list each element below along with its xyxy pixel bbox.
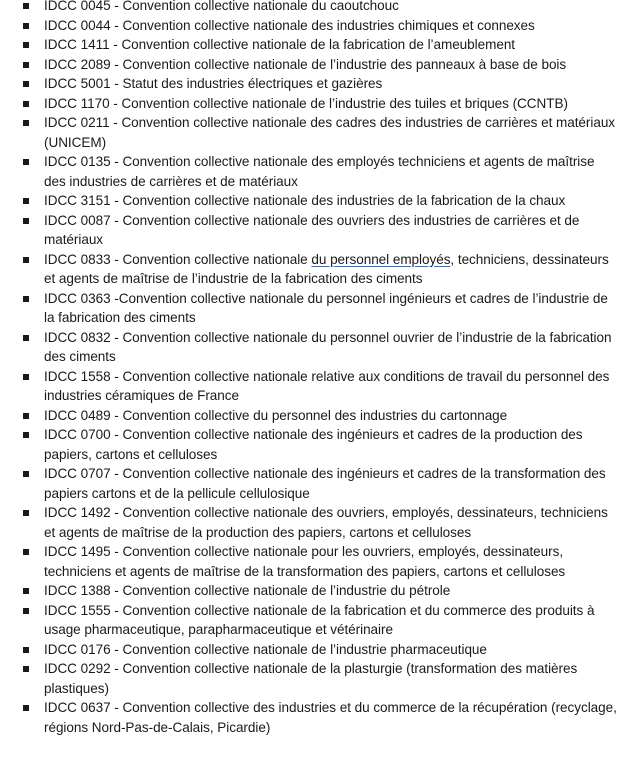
list-item (0, 464, 624, 503)
list-item-text: IDCC 0489 - Convention collective du personnel des industries du cartonnage (44, 407, 508, 423)
list-item-text: IDCC 1555 - Convention collective nationale de la fabrication et du commerce des produits à usage pharmaceutique, parapharmaceutique et vétérinaire (44, 602, 595, 637)
underlined-phrase: du personnel employés (311, 251, 451, 267)
bullet-icon (23, 296, 29, 302)
list-item-text: IDCC 0176 - Convention collective nationale de l’industrie pharmaceutique (44, 641, 487, 657)
bullet-icon (23, 257, 29, 263)
list-item (0, 640, 624, 660)
bullet-icon (23, 159, 29, 165)
list-item-text: IDCC 3151 - Convention collective nationale des industries de la fabrication de la chaux (44, 193, 566, 208)
bullet-icon (23, 62, 29, 68)
list-item-text: IDCC 0363 -Convention collective nationale du personnel ingénieurs et cadres de l’industrie de la fabrication des ciments (44, 290, 608, 325)
list-item (0, 74, 624, 94)
list-item-text: IDCC 0637 - Convention collective des industries et du commerce de la récupération (recyclage, régions Nord-Pas-de-Calais, Picardie) (44, 700, 617, 735)
list-item-text: IDCC 5001 - Statut des industries électriques et gazières (44, 76, 383, 91)
list-item (0, 367, 624, 406)
list-item (0, 152, 624, 191)
list-item (0, 94, 624, 114)
list-item (0, 113, 624, 152)
bullet-icon (23, 471, 29, 477)
list-item-text: IDCC 0707 - Convention collective nationale des ingénieurs et cadres de la transformation des papiers cartons et de la pellicule cellulosique (44, 466, 606, 501)
list-item (0, 250, 624, 289)
bullet-icon (23, 3, 29, 9)
bullet-icon (23, 335, 29, 341)
list-item (0, 191, 624, 211)
bullet-icon (23, 101, 29, 107)
list-item (0, 55, 624, 75)
bullet-icon (23, 647, 29, 653)
list-item-text-suffix: , techniciens, dessinateurs et agents de maîtrise de l’industrie de la fabrication des ciments (44, 251, 609, 286)
list-item-text: IDCC 1492 - Convention collective nationale des ouvriers, employés, dessinateurs, techniciens et agents de maîtrise de la production des papiers, cartons et celluloses (44, 505, 608, 540)
bullet-icon (23, 120, 29, 126)
list-item (0, 16, 624, 36)
list-item (0, 289, 624, 328)
list-item-text: IDCC 0044 - Convention collective nationale des industries chimiques et connexes (44, 17, 535, 33)
list-item (0, 0, 624, 16)
bullet-icon (23, 81, 29, 87)
list-item-text: IDCC 1388 - Convention collective nationale de l’industrie du pétrole (44, 583, 451, 598)
list-item (0, 601, 624, 640)
list-item (0, 35, 624, 55)
list-item-text: IDCC 1170 - Convention collective nationale de l’industrie des tuiles et briques (CCNTB) (44, 95, 568, 111)
list-item-text: IDCC 1495 - Convention collective nationale pour les ouvriers, employés, dessinateurs, techniciens et agents de maîtrise de la transformation des papiers, cartons et celluloses (44, 544, 566, 579)
list-item-text: IDCC 0292 - Convention collective nationale de la plasturgie (transformation des matières plastiques) (44, 661, 578, 696)
list-item-text: IDCC 1411 - Convention collective nationale de la fabrication de l’ameublement (44, 37, 516, 52)
list-item-text: IDCC 0087 - Convention collective nationale des ouvriers des industries de carrières et de matériaux (44, 212, 580, 247)
bullet-icon (23, 218, 29, 224)
bullet-icon (23, 374, 29, 380)
bullet-icon (23, 588, 29, 594)
bullet-icon (23, 608, 29, 614)
bullet-icon (23, 432, 29, 438)
bullet-icon (23, 510, 29, 516)
list-item (0, 581, 624, 601)
bullet-icon (23, 198, 29, 204)
list-item-text: IDCC 0135 - Convention collective nationale des employés techniciens et agents de maîtrise des industries de carrières et de matériaux (44, 154, 595, 189)
list-item-text: IDCC 1558 - Convention collective nationale relative aux conditions de travail du personnel des industries céramiques de France (44, 368, 610, 403)
list-item (0, 328, 624, 367)
bullet-icon (23, 666, 29, 672)
list-item (0, 542, 624, 581)
list-item (0, 698, 624, 737)
list-item-text: IDCC 2089 - Convention collective nationale de l’industrie des panneaux à base de bois (44, 56, 567, 72)
list-item-text-prefix: IDCC 0833 - Convention collective nationale (44, 251, 312, 267)
bullet-icon (23, 42, 29, 48)
list-item (0, 211, 624, 250)
list-item (0, 406, 624, 426)
bullet-icon (23, 549, 29, 555)
list-item (0, 503, 624, 542)
list-item (0, 425, 624, 464)
bullet-icon (23, 23, 29, 29)
list-item-text: IDCC 0211 - Convention collective nationale des cadres des industries de carrières et matériaux (UNICEM) (44, 115, 616, 150)
list-item (0, 659, 624, 698)
list-item-text: IDCC 0832 - Convention collective nationale du personnel ouvrier de l’industrie de la fabrication des ciments (44, 329, 612, 364)
list-item-text: IDCC 0045 - Convention collective nationale du caoutchouc (44, 0, 399, 13)
bullet-icon (23, 705, 29, 711)
list-item-text: IDCC 0700 - Convention collective nationale des ingénieurs et cadres de la production des papiers, cartons et celluloses (44, 427, 583, 462)
bullet-icon (23, 413, 29, 419)
